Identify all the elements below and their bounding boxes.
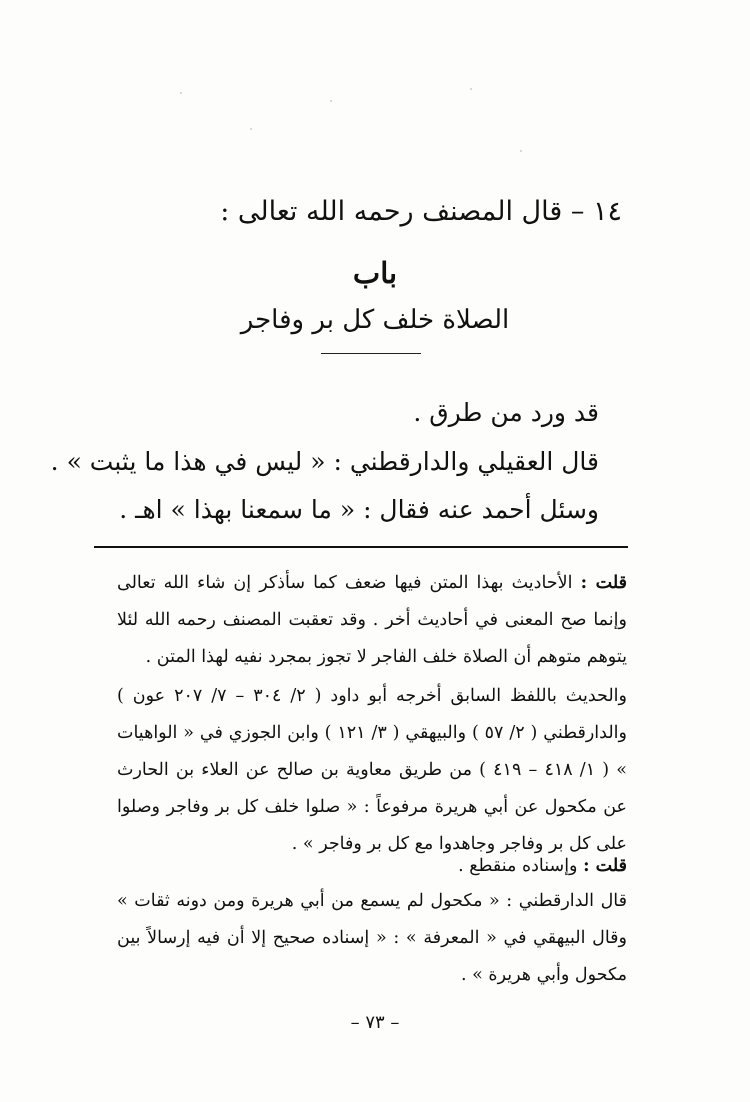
main-text-line: وسئل أحمد عنه فقال : « ما سمعنا بهذا » اهـ . <box>119 495 599 524</box>
footnote-paragraph <box>117 565 627 676</box>
scan-speck <box>330 100 332 102</box>
page-number: – ٧٣ – <box>350 1012 400 1033</box>
main-text-line: قال العقيلي والدارقطني : « ليس في هذا ما يثبت » . <box>50 447 599 476</box>
chapter-label: باب <box>352 256 398 290</box>
scan-speck <box>520 150 522 152</box>
footnote-paragraph <box>117 848 627 885</box>
footnote-paragraph <box>117 883 627 994</box>
footnote-text: وإسناده منقطع . <box>458 856 578 876</box>
chapter-title: الصلاة خلف كل بر وفاجر <box>240 305 510 335</box>
scan-speck <box>180 92 182 94</box>
footnote-label: قلت : <box>583 856 627 876</box>
main-text-line: قد ورد من طرق . <box>413 398 599 427</box>
title-divider <box>321 353 421 354</box>
footnote-text: قال الدارقطني : « مكحول لم يسمع من أبي هريرة ومن دونه ثقات » وقال البيهقي في « المعرفة » : « إسناده صحيح إلا أن فيه إرسالاً بين مكحول وأبي هريرة » . <box>117 891 627 985</box>
footnote-paragraph <box>117 678 627 863</box>
scan-speck <box>470 88 472 90</box>
footnote-text: والحديث باللفظ السابق أخرجه أبو داود ( ٢/ ٣٠٤ – ٧/ ٢٠٧ عون ) والدارقطني ( ٢/ ٥٧ ) والبيهقي ( ٣/ ١٢١ ) وابن الجوزي في « الواهيات » ( ١/ ٤١٨ – ٤١٩ ) من طريق معاوية بن صالح عن العلاء بن الحارث عن مكحول عن أبي هريرة مرفوعاً : « صلوا خلف كل بر وفاجر وصلوا على كل بر وفاجر وجاهدوا مع كل بر وفاجر » . <box>117 686 627 854</box>
footnote-separator <box>94 546 628 548</box>
footnote-label: قلت : <box>580 573 627 593</box>
section-heading: ١٤ – قال المصنف رحمه الله تعالى : <box>220 196 622 227</box>
footnote-text: الأحاديث بهذا المتن فيها ضعف كما سأذكر إن شاء الله تعالى وإنما صح المعنى في أحاديث أخر . وقد تعقبت المصنف رحمه الله لئلا يتوهم متوهم أن الصلاة خلف الفاجر لا تجوز بمجرد نفيه لهذا المتن . <box>117 573 627 667</box>
scan-speck <box>250 128 252 130</box>
